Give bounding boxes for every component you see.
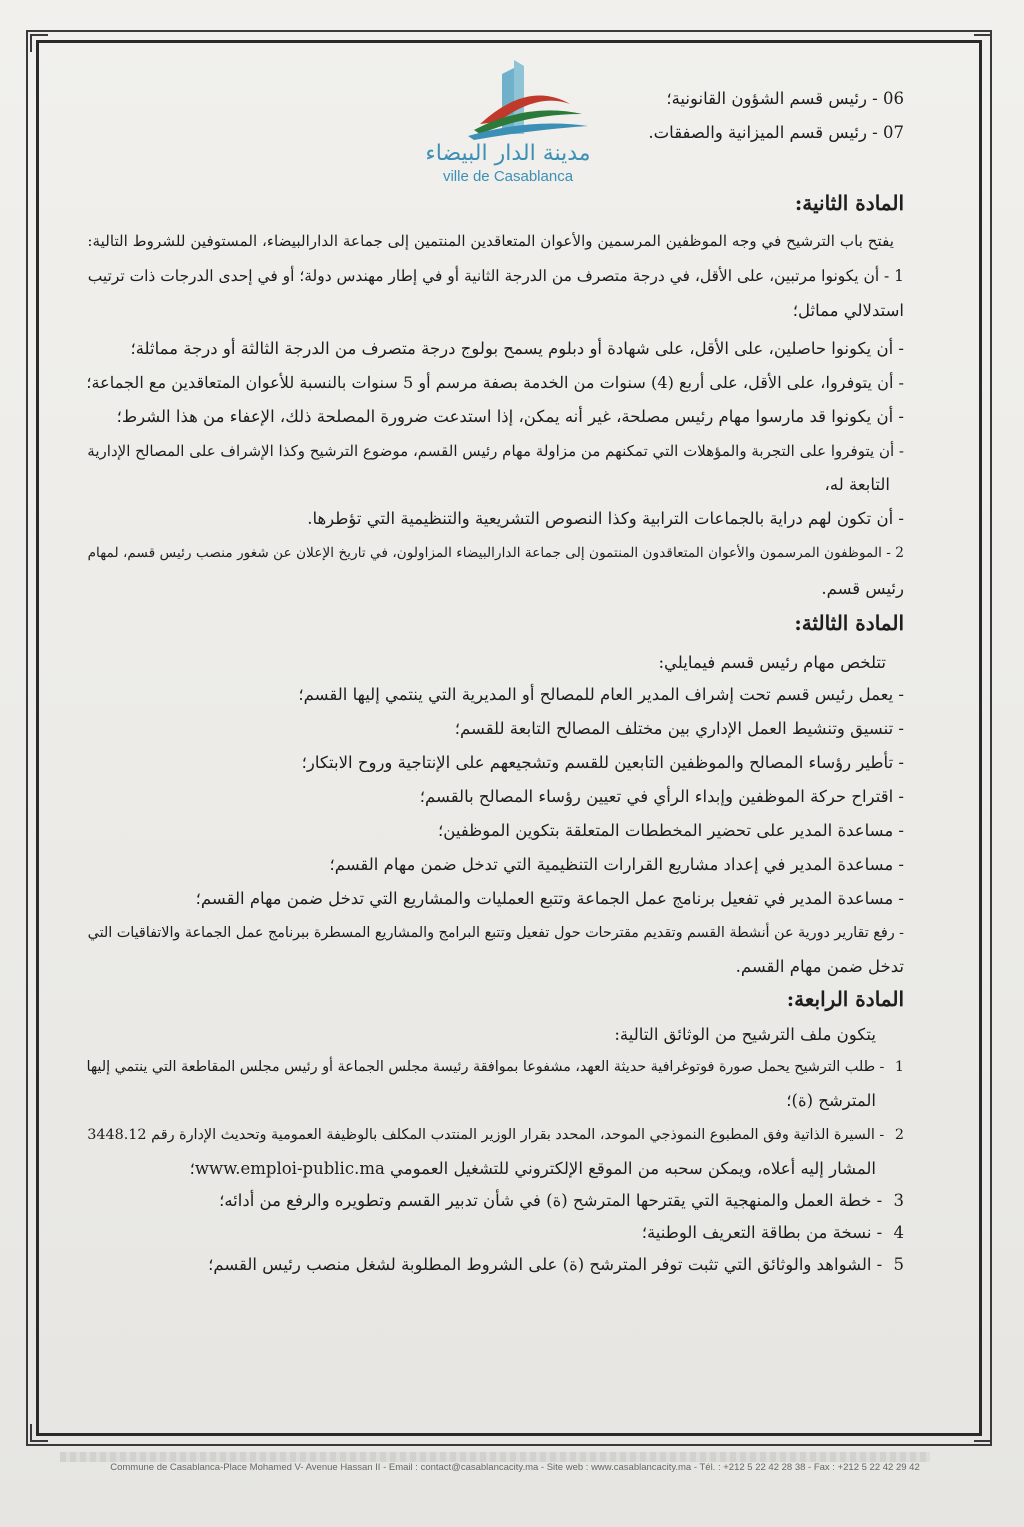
footer-contact: Commune de Casablanca-Place Mohamed V- Avenue Hassan II - Email : contact@casablancacity.ma - Site web : www.casablancacity.ma - Tél. : +212 5 22 42 28 38 - Fax : +212 5 22 42 29 42 [110,1462,920,1473]
list-item [642,1222,904,1244]
article-4-heading: المادة الرابعة: [786,987,904,1011]
item-number: 5 [893,1255,904,1274]
item-text: - نسخة من بطاقة التعريف الوطنية؛ [641,1223,883,1242]
paragraph: تتلخص مهام رئيس قسم فيمايلي: [658,653,886,672]
border-corner [30,1424,48,1442]
list-item: المترشح (ة)؛ [786,1091,876,1110]
border-corner [30,34,48,52]
paragraph: 1 - أن يكونوا مرتبين، على الأقل، في درجة متصرف من الدرجة الثانية أو في إطار مهندس دولة؛ أو في إحدى الدرجات ذات ترتيب [87,267,904,285]
list-item: 07 - رئيس قسم الميزانية والصفقات. [648,123,904,142]
list-item: - رفع تقارير دورية عن أنشطة القسم وتقديم مقترحات حول تفعيل وتتبع البرامج والمشاريع المسطرة ببرنامج عمل الجماعة والاتفاقيات التي [87,925,904,941]
list-item [87,1124,904,1146]
border-corner [974,34,992,52]
list-item [219,1190,904,1212]
list-item: المشار إليه أعلاه، ويمكن سحبه من الموقع الإلكتروني للتشغيل العمومي www.emploi-public.ma؛ [189,1159,876,1178]
list-item [86,1056,904,1078]
border-corner [974,1424,992,1442]
logo-arabic-name: مدينة الدار البيضاء [425,141,591,166]
article-3-heading: المادة الثالثة: [794,611,904,635]
paragraph: رئيس قسم. [821,579,904,598]
list-item: - اقتراح حركة الموظفين وإبداء الرأي في تعيين رؤساء المصالح بالقسم؛ [419,787,904,806]
item-number: 1 [894,1059,904,1075]
item-number: 3 [893,1191,904,1210]
paragraph: 2 - الموظفون المرسمون والأعوان المتعاقدون المنتمون إلى جماعة الدارالبيضاء المزاولون، في تاريخ الإعلان عن شغور منصب رئيس قسم، لمهام [87,545,904,561]
item-number: 4 [893,1223,904,1242]
list-item: 06 - رئيس قسم الشؤون القانونية؛ [666,89,904,108]
list-item: - أن يتوفروا، على الأقل، على أربع (4) سنوات من الخدمة بصفة مرسم أو 5 سنوات بالنسبة للأعوان المتعاقدين مع الجماعة؛ [86,373,904,392]
logo-french-name: ville de Casablanca [442,168,574,185]
item-text: - خطة العمل والمنهجية التي يقترحها المترشح (ة) في شأن تدبير القسم وتطويره والرفع من أدائه؛ [219,1191,883,1210]
paragraph: استدلالي مماثل؛ [792,301,904,320]
list-item: - تأطير رؤساء المصالح والموظفين التابعين للقسم وتشجيعهم على الإنتاجية وروح الابتكار؛ [301,753,904,772]
list-item [208,1254,904,1276]
paragraph: يفتح باب الترشيح في وجه الموظفين المرسمين والأعوان المتعاقدين المنتمين إلى جماعة الدارالبيضاء، المستوفين للشروط التالية: [87,232,894,250]
item-number: 2 [894,1127,904,1143]
list-item: تدخل ضمن مهام القسم. [735,957,904,976]
item-text: - الشواهد والوثائق التي تثبت توفر المترشح (ة) على الشروط المطلوبة لشغل منصب رئيس القسم؛ [208,1255,883,1274]
list-item: - أن يكونوا قد مارسوا مهام رئيس مصلحة، غير أنه يمكن، إذا استدعت ضرورة المصلحة ذلك، الإعفاء من هذا الشرط؛ [116,407,904,426]
list-item: - مساعدة المدير في تفعيل برنامج عمل الجماعة وتتبع العمليات والمشاريع التي تدخل ضمن مهام القسم؛ [195,889,904,908]
list-item: - أن يكونوا حاصلين، على الأقل، على شهادة أو دبلوم يسمح بولوج درجة متصرف من الدرجة الثالثة أو درجة مماثلة؛ [130,339,904,358]
paragraph: يتكون ملف الترشيح من الوثائق التالية: [614,1025,876,1044]
list-item: - أن تكون لهم دراية بالجماعات الترابية وكذا النصوص التشريعية والتنظيمية التي تؤطرها. [307,509,904,528]
item-text: - السيرة الذاتية وفق المطبوع النموذجي الموحد، المحدد بقرار الوزير المنتدب المكلف بالوظيفة العمومية وتحديث الإدارة رقم 3448.12 [87,1127,885,1143]
list-item: - أن يتوفروا على التجربة والمؤهلات التي تمكنهم من مزاولة مهام رئيس القسم، موضوع الترشيح وكذا الإشراف على المصالح الإدارية [87,442,904,460]
footer-faded-text [60,1452,930,1462]
list-item: - تنسيق وتنشيط العمل الإداري بين مختلف المصالح التابعة للقسم؛ [454,719,904,738]
article-2-heading: المادة الثانية: [794,191,904,215]
list-item: - مساعدة المدير في إعداد مشاريع القرارات التنظيمية التي تدخل ضمن مهام القسم؛ [329,855,904,874]
item-text: - طلب الترشيح يحمل صورة فوتوغرافية حديثة العهد، مشفوعا بموافقة رئيسة مجلس الجماعة أو رئيس مجلس المقاطعة التي ينتمي إليها [86,1059,885,1075]
list-item: - مساعدة المدير على تحضير المخططات المتعلقة بتكوين الموظفين؛ [438,821,904,840]
list-item: - يعمل رئيس قسم تحت إشراف المدير العام للمصالح أو المديرية التي ينتمي إليها القسم؛ [298,685,904,704]
list-item: التابعة له، [824,475,890,494]
